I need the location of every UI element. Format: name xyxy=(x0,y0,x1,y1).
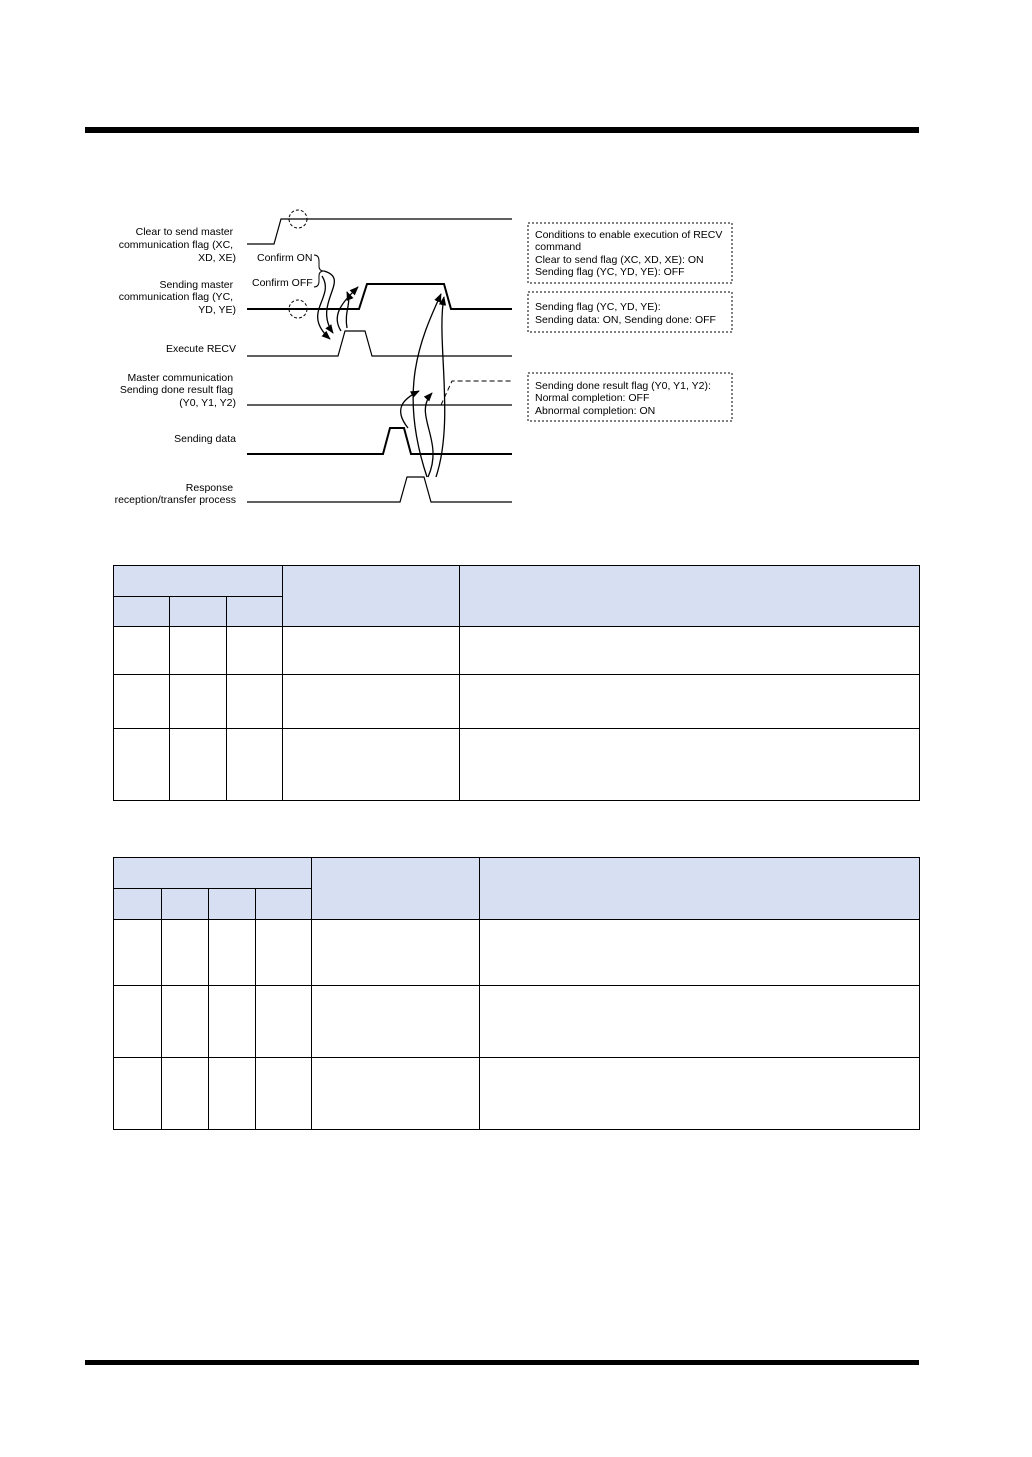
table-cell xyxy=(312,920,480,986)
header-cell xyxy=(209,889,256,920)
arrow-response-to-sending-1 xyxy=(413,294,441,477)
confirm-on-label: Confirm ON xyxy=(257,252,313,264)
arrow-response-to-sending-2 xyxy=(436,297,445,477)
table-cell xyxy=(170,729,227,801)
table-cell xyxy=(114,627,170,675)
table-cell xyxy=(170,675,227,729)
header-cell xyxy=(227,597,283,627)
signal-label-execute-recv: Execute RECV xyxy=(165,343,236,355)
confirm-off-label: Confirm OFF xyxy=(252,277,313,289)
note-done-result: Sending done result flag (Y0, Y1, Y2): Normal completion: OFF Abnormal completion: ON xyxy=(535,380,711,417)
table-row xyxy=(114,920,920,986)
table-cell xyxy=(480,986,920,1058)
signal-label-clear-to-send: Clear to send master communication flag (XC, XD, XE) xyxy=(118,226,236,264)
table-cell xyxy=(283,675,460,729)
table-cell xyxy=(256,1058,312,1130)
header-cell xyxy=(162,889,209,920)
waveform-done-result-abnormal xyxy=(441,381,512,405)
table-row xyxy=(114,986,920,1058)
arrow-confirm-to-execute-2 xyxy=(318,276,330,339)
table-cell xyxy=(283,627,460,675)
header-cell xyxy=(460,566,920,627)
table-cell xyxy=(114,1058,162,1130)
table-cell xyxy=(312,1058,480,1130)
note-conditions: Conditions to enable execution of RECV command Clear to send flag (XC, XD, XE): ON Sending flag (YC, YD, YE): OFF xyxy=(535,229,723,278)
table-cell xyxy=(114,920,162,986)
signal-label-done-result: Master communication Sending done result flag (Y0, Y1, Y2) xyxy=(119,372,236,409)
table-cell xyxy=(114,986,162,1058)
header-cell xyxy=(312,858,480,920)
table-header-row xyxy=(114,566,920,597)
table-cell xyxy=(312,986,480,1058)
table-cell xyxy=(460,675,920,729)
header-cell xyxy=(114,597,170,627)
table-cell xyxy=(209,1058,256,1130)
table-cell xyxy=(256,986,312,1058)
header-cell xyxy=(283,566,460,627)
header-cell xyxy=(114,889,162,920)
header-cell xyxy=(170,597,227,627)
table-row xyxy=(114,729,920,801)
waveform-execute-recv xyxy=(247,331,512,356)
arrow-sendingdata-to-done xyxy=(401,391,419,428)
table-cell xyxy=(480,1058,920,1130)
confirm-brace xyxy=(314,255,324,287)
table-cell xyxy=(114,675,170,729)
table-cell xyxy=(209,920,256,986)
signal-label-sending-data: Sending data xyxy=(174,433,236,445)
table-cell xyxy=(227,627,283,675)
table-cell xyxy=(162,1058,209,1130)
table-cell xyxy=(162,986,209,1058)
table-cell xyxy=(114,729,170,801)
header-cell xyxy=(480,858,920,920)
table-header-row xyxy=(114,858,920,889)
table-cell xyxy=(209,986,256,1058)
header-cell xyxy=(114,566,283,597)
flag-table-2 xyxy=(113,857,920,1130)
arrow-confirm-to-execute-1 xyxy=(324,271,334,333)
signal-label-response: Response reception/transfer process xyxy=(114,482,236,506)
table-row xyxy=(114,627,920,675)
waveform-clear-to-send xyxy=(247,219,512,244)
table-cell xyxy=(170,627,227,675)
table-cell xyxy=(227,675,283,729)
table-cell xyxy=(256,920,312,986)
note-sending-flag: Sending flag (YC, YD, YE): Sending data: ON, Sending done: OFF xyxy=(535,301,716,326)
header-cell xyxy=(256,889,312,920)
table-row xyxy=(114,1058,920,1130)
table-row xyxy=(114,675,920,729)
timing-diagram xyxy=(0,195,1032,515)
table-cell xyxy=(283,729,460,801)
footer-rule xyxy=(85,1360,919,1365)
table-cell xyxy=(227,729,283,801)
table-cell xyxy=(162,920,209,986)
table-cell xyxy=(480,920,920,986)
header-rule xyxy=(85,127,919,133)
waveform-response xyxy=(247,477,512,502)
table-cell xyxy=(460,627,920,675)
waveform-sending-data xyxy=(247,428,512,454)
table-cell xyxy=(460,729,920,801)
flag-table-1 xyxy=(113,565,920,801)
header-cell xyxy=(114,858,312,889)
signal-label-sending-flag: Sending master communication flag (YC, YD, YE) xyxy=(118,279,236,316)
